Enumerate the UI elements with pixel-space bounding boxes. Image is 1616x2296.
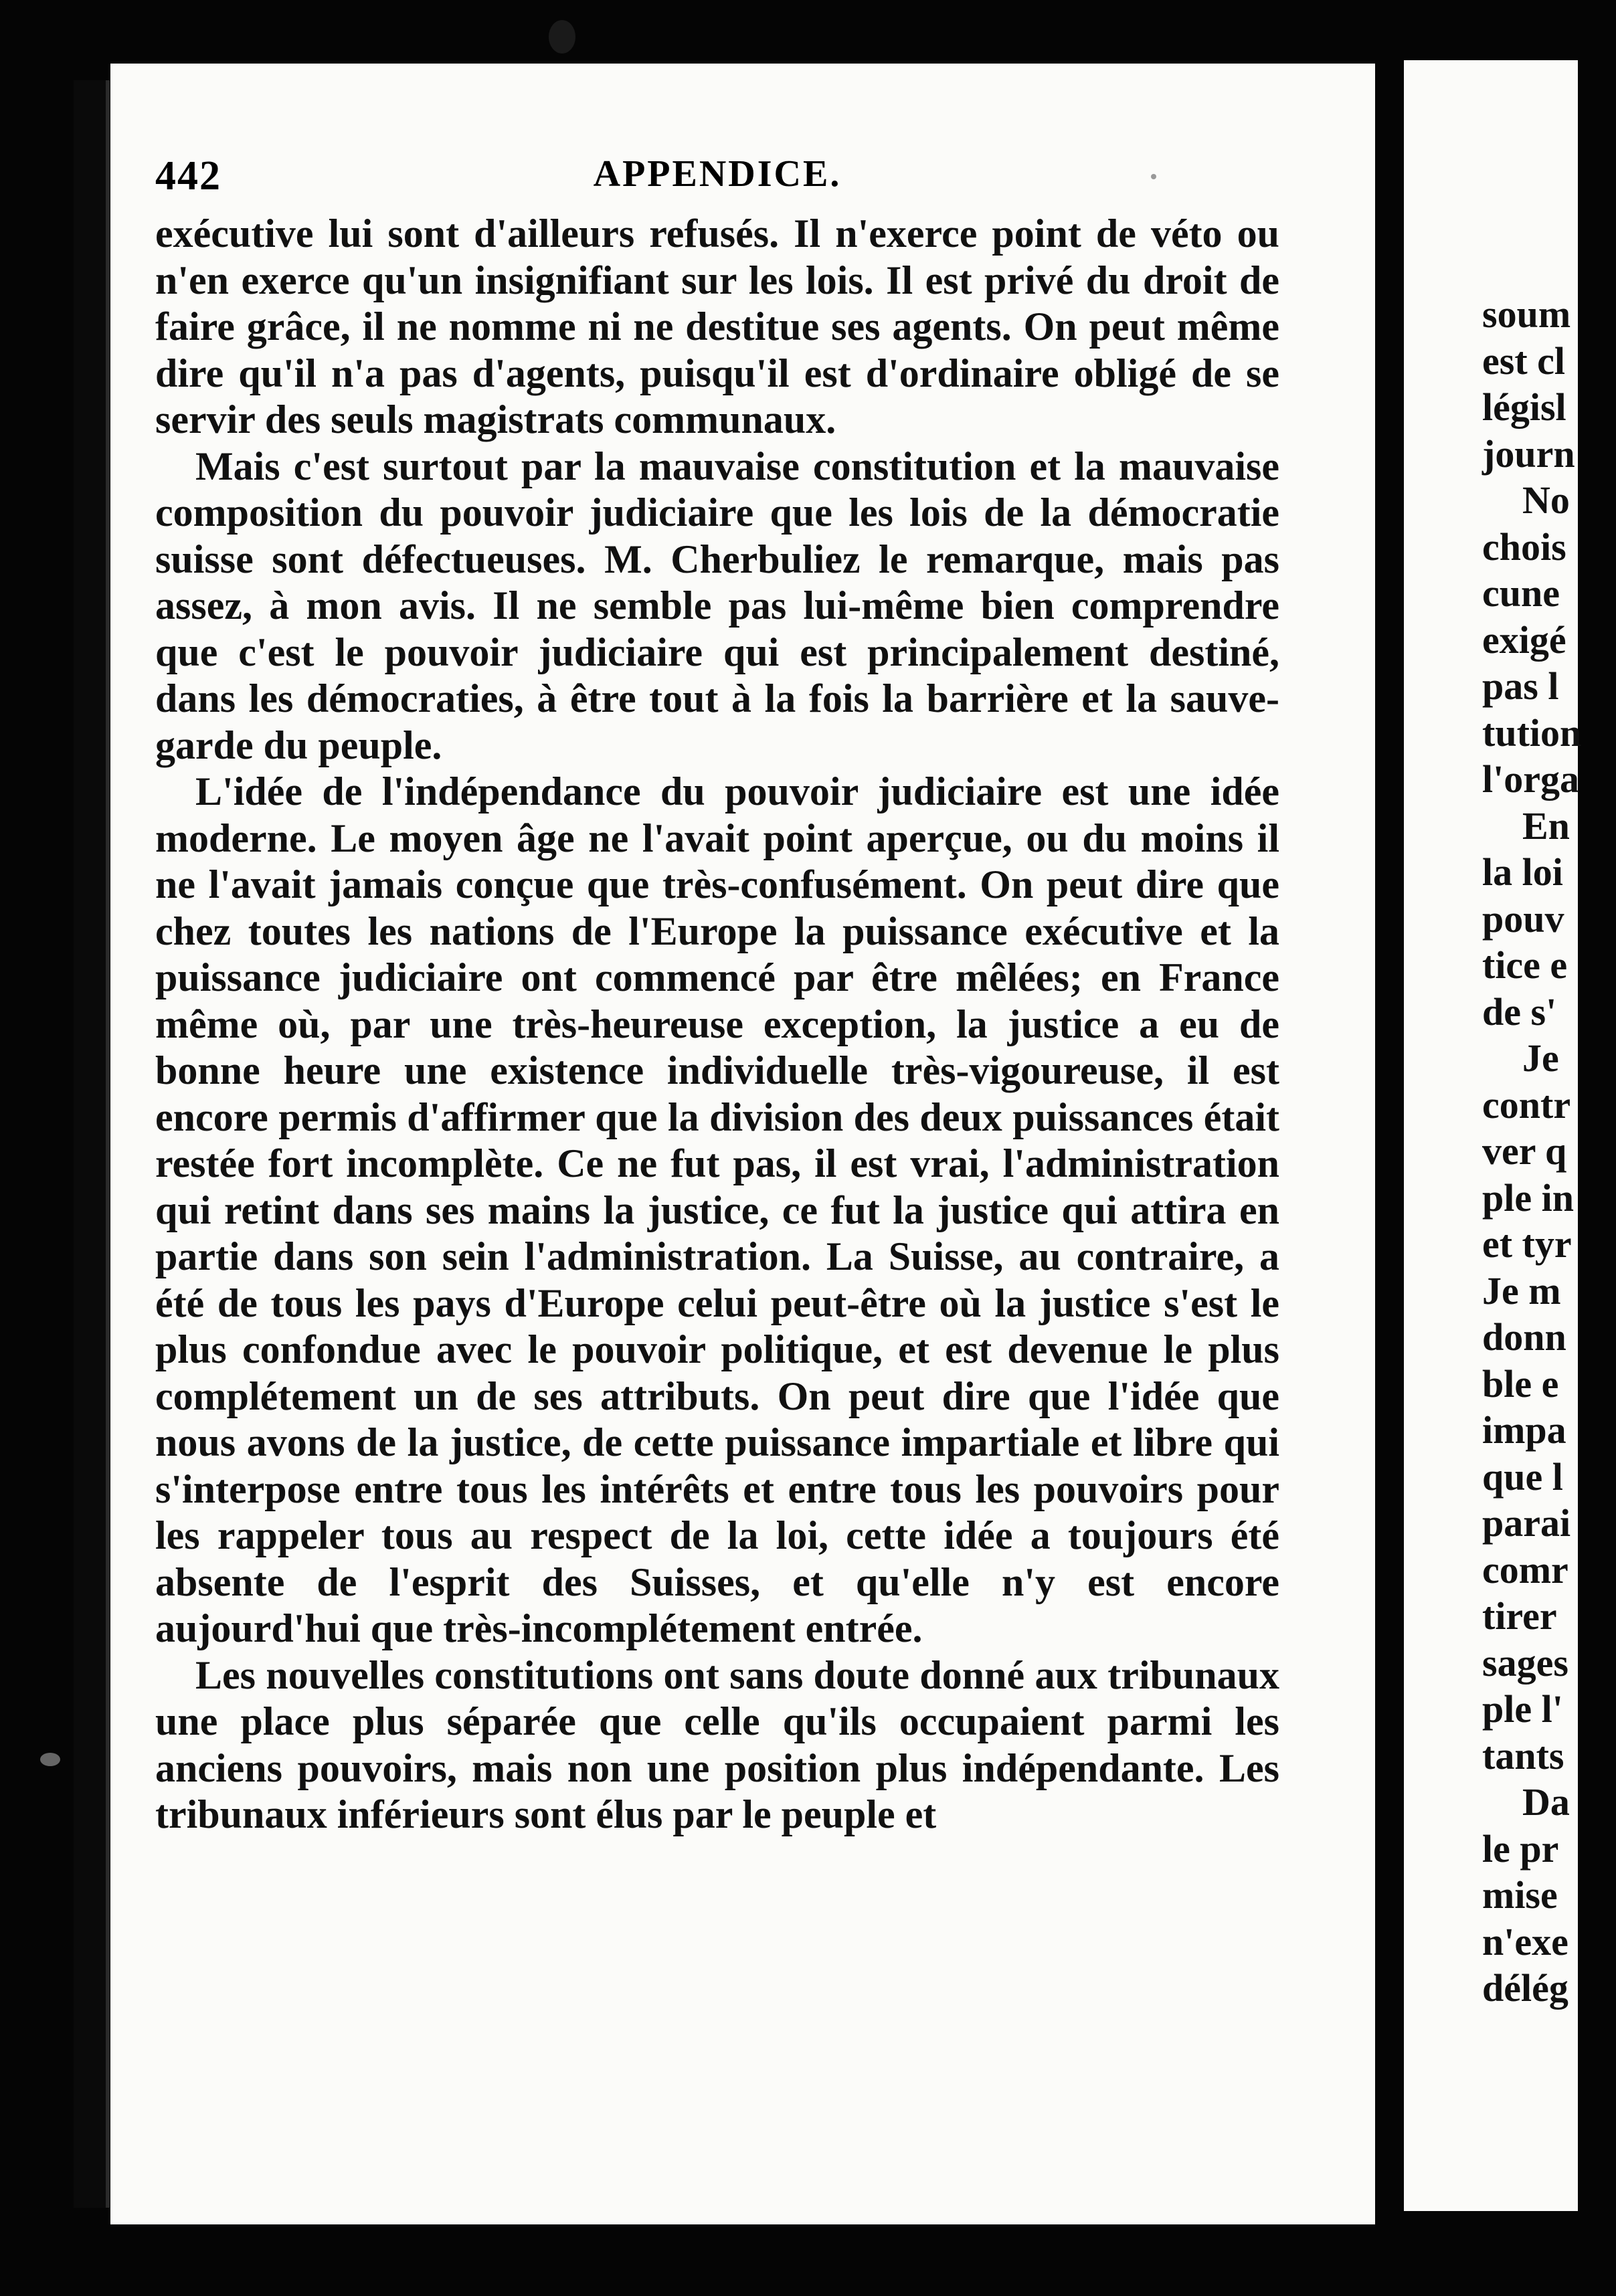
- line-fragment: n'exe: [1482, 1919, 1568, 1964]
- line-fragment: tants: [1482, 1733, 1564, 1778]
- line-fragment: chois: [1482, 524, 1566, 569]
- line-fragment: ver q: [1482, 1129, 1567, 1173]
- line-fragment: est cl: [1482, 339, 1565, 383]
- book-spine: [74, 80, 110, 2208]
- line-fragment: parai: [1482, 1501, 1571, 1545]
- line-fragment: Je: [1522, 1036, 1559, 1080]
- line-fragment: de s': [1482, 989, 1557, 1034]
- line-fragment: comr: [1482, 1547, 1568, 1592]
- line-fragment: tice e: [1482, 943, 1568, 987]
- scan-speck: [40, 1753, 60, 1766]
- line-fragment: le pr: [1482, 1826, 1559, 1871]
- main-text: [155, 211, 1279, 1838]
- scan-speck: [1151, 174, 1156, 179]
- line-fragment: cune: [1482, 571, 1560, 615]
- line-fragment: soum: [1482, 292, 1571, 336]
- right-page-text: [1482, 291, 1616, 2012]
- paragraph: Les nouvelles constitutions ont sans doute donné aux tribunaux une place plus séparée que celle qu'ils occupaient parmi les anciens pouvoirs, mais non une position plus indépendante. Les tribunaux inférieurs sont élus par le peuple et: [155, 1652, 1279, 1836]
- line-fragment: délég: [1482, 1966, 1568, 2010]
- line-fragment: l'orga: [1482, 757, 1579, 801]
- line-fragment: contr: [1482, 1082, 1571, 1127]
- scan-speck: [549, 20, 575, 54]
- line-fragment: la loi: [1482, 850, 1563, 894]
- page-header: [155, 153, 1279, 219]
- right-page: [1404, 60, 1582, 2211]
- line-fragment: et tyr: [1482, 1222, 1572, 1266]
- line-fragment: En: [1522, 803, 1570, 848]
- line-fragment: journ: [1482, 432, 1575, 476]
- line-fragment: exigé: [1482, 617, 1566, 662]
- paragraph: L'idée de l'indépendance du pouvoir judiciaire est une idée moderne. Le moyen âge ne l'avait point aperçue, ou du moins il ne l'avait jamais conçue que très-confusément. On peut dire que chez toutes les nations de l'Europe la puissance exécutive et la puissance judiciaire ont commencé par être mêlées; en France même où, par une très-heureuse exception, la justice a eu de bonne heure une existence individuelle très-vigoureuse, il est encore permis d'affirmer que la division des deux puissances était restée fort incomplète. Ce ne fut pas, il est vrai, l'administration qui retint dans ses mains la justice, ce fut la justice qui attira en partie dans son sein l'administration. La Suisse, au contraire, a été de tous les pays d'Europe celui peut-être où la justice s'est le plus confondue avec le pouvoir politique, et est devenue le plus complétement un de ses attributs. On peut dire que l'idée que nous avons de la justice, de cette puissance impartiale et libre qui s'interpose entre tous les intérêts et entre tous les pouvoirs pour les rappeler tous au respect de la loi, cette idée a toujours été absente de l'esprit des Suisses, et qu'elle n'y est encore aujourd'hui que très-incomplétement entrée.: [155, 769, 1279, 1650]
- line-fragment: tirer: [1482, 1594, 1557, 1638]
- line-fragment: sages: [1482, 1640, 1568, 1685]
- line-fragment: ble e: [1482, 1361, 1559, 1406]
- line-fragment: ple in: [1482, 1175, 1574, 1220]
- line-fragment: donn: [1482, 1315, 1566, 1359]
- page-number: 442: [155, 153, 221, 199]
- paragraph: Mais c'est surtout par la mauvaise constitution et la mauvaise composition du pouvoir judiciaire que les lois de la démocratie suisse sont défectueuses. M. Cherbuliez le remarque, mais pas assez, à mon avis. Il ne semble pas lui-même bien comprendre que c'est le pouvoir judiciaire qui est principalement destiné, dans les démocraties, à être tout à la fois la barrière et la sauve-garde du peuple.: [155, 444, 1279, 767]
- line-fragment: ple l': [1482, 1687, 1563, 1731]
- line-fragment: impa: [1482, 1408, 1566, 1452]
- line-fragment: pouv: [1482, 896, 1564, 941]
- paragraph: exécutive lui sont d'ailleurs refusés. Il n'exerce point de véto ou n'en exerce qu'un insignifiant sur les lois. Il est privé du droit de faire grâce, il ne nomme ni ne destitue ses agents. On peut même dire qu'il n'a pas d'agents, puisqu'il est d'ordinaire obligé de se servir des seuls magistrats communaux.: [155, 211, 1279, 442]
- line-fragment: No: [1522, 478, 1570, 522]
- line-fragment: Da: [1522, 1780, 1570, 1824]
- line-fragment: législ: [1482, 385, 1566, 429]
- line-fragment: que l: [1482, 1454, 1563, 1499]
- line-fragment: mise: [1482, 1873, 1558, 1917]
- line-fragment: pas l: [1482, 664, 1559, 708]
- running-head: APPENDICE.: [593, 153, 842, 195]
- line-fragment: Je m: [1482, 1268, 1561, 1313]
- line-fragment: tution: [1482, 710, 1582, 755]
